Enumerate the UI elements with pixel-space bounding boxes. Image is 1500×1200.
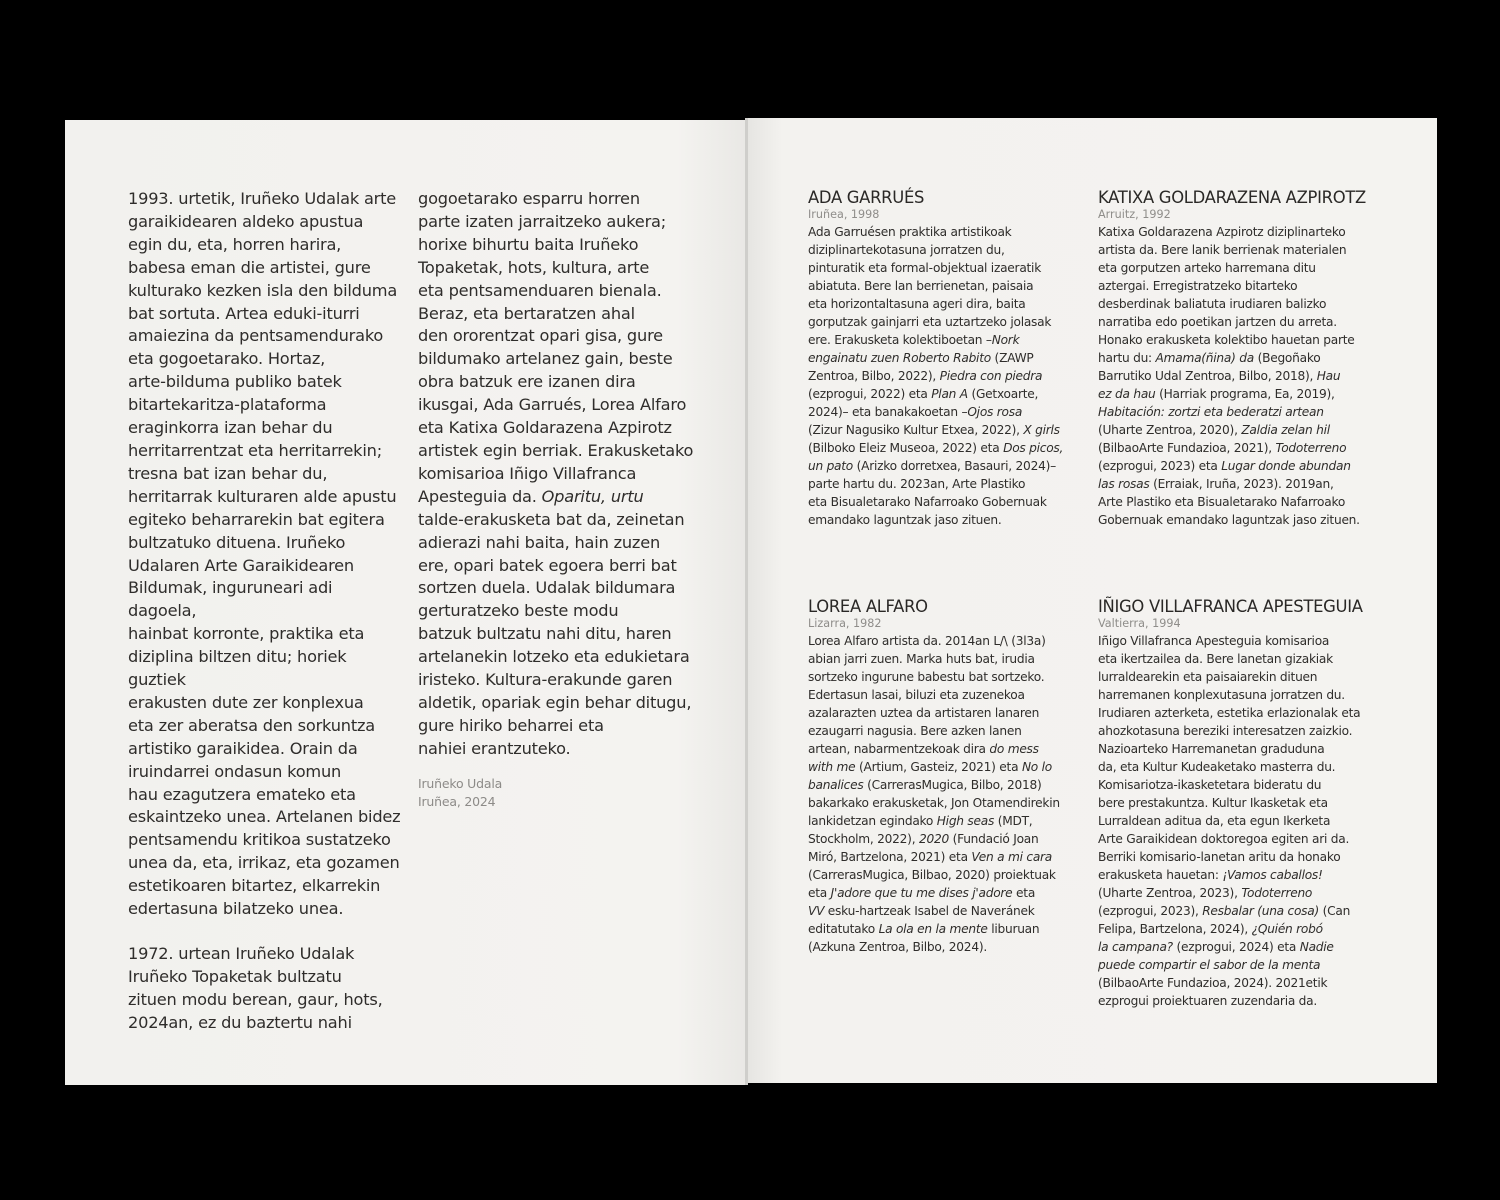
work-title: La ola en la mente (878, 922, 988, 936)
intro-column-2 (418, 188, 703, 811)
artist-origin: Arruitz, 1992 (1098, 208, 1171, 221)
text-run: (MDT, Stockholm, 2022), (808, 814, 1033, 846)
text-run: Ada Garruésen praktika artistikoak diziplinartekotasuna jorratzen du, pinturatik eta formal-objektual izaeratik abiatuta. Bere lan berrienetan, paisaia eta horizontaltasuna ageri dira, baita gorputzak gainjarri eta uztartzeko jolasak ere. Erakusketa kolektiboetan – (808, 225, 1052, 347)
work-title: Amama(ñina) da (1155, 351, 1254, 365)
work-title: 2020 (918, 832, 949, 846)
work-title: do mess with me (808, 742, 1039, 774)
text-run: Iñigo Villafranca Apesteguia komisarioa eta ikertzailea da. Bere lanetan gizakiak lurraldearekin eta paisaiarekin dituen harremanen konplexutasuna jorratzen du. Irudiaren azterketa, estetika erlazionalak eta ahozkotasuna bereziki interesatzen zaizkio. Nazioarteko Harremanetan graduduna da, eta Kultur Kudeaketako masterra du. Komisariotza-ikasketetara bideratu du bere prestakuntza. Kultur Ikasketak eta Lurraldean aditua da, eta egun Ikerketa Arte Garaikidean doktoregoa egiten ari da. Berriki komisario-lanetan aritu da honako erakusketa hauetan: (1098, 634, 1361, 882)
text-run: (Harriak programa, Ea, 2019), (1159, 387, 1335, 401)
curator-bio-text (1098, 632, 1388, 1010)
text-run: (Getxoarte, 2024)– eta banakakoetan – (808, 387, 1039, 419)
work-title: Dos picos, un pato (808, 441, 1064, 473)
exhibition-title: Oparitu, urtu (541, 486, 644, 506)
text-run: (ZAWP Zentroa, Bilbo, 2022), (808, 351, 1034, 383)
text-run: (Erraiak, Iruña, 2023). 2019an, Arte Plastiko eta Bisualetarako Nafarroako Gobernuak emandako laguntzak jaso zituen. (1098, 477, 1360, 527)
text-run: (Fundació Joan Miró, Bartzelona, 2021) eta (808, 832, 1039, 864)
text-run: Katixa Goldarazena Azpirotz diziplinarteko artista da. Bere lanik berrienak materialen eta gorputzen arteko harremana ditu aztergai. Erregistratzeko bitarteko desberdinak baliatuta irudiaren balizko narratiba edo poetikan jartzen du arreta. Honako erakusketa kolektibo hauetan parte hartu du: (1098, 225, 1355, 365)
work-title: X girls (1023, 423, 1060, 437)
work-title: Nork engainatu zuen Roberto Rabito (808, 333, 1020, 365)
intro-paragraph-1: 1993. urtetik, Iruñeko Udalak arte garaikidearen aldeko apustua egin du, eta, horren harira, babesa eman die artistei, gure kulturako kezken isla den bilduma bat sortuta. Artea eduki-iturri amaiezina da pentsamendurako eta gogoetarako. Hortaz, arte-bilduma publiko batek bitartekaritza-plataforma eraginkorra izan behar du herritarrentzat eta herritarrekin; tresna bat izan behar du, herritarrak kulturaren alde apustu egiteko beharrarekin bat egitera bultzatuko dituena. Iruñeko Udalaren Arte Garaikidearen Bildumak, inguruneari adi dagoela, hainbat korronte, praktika eta diziplina biltzen ditu; horiek guztiek erakusten dute zer konplexua eta zer aberatsa den sorkuntza artistiko garaikidea. Orain da iruindarrei ondasun komun hau ezagutzera emateko eta eskaintzeko unea. Artelanen bidez pentsamendu kritikoa sustatzeko unea da, eta, irrikaz, eta gozamen estetikoaren bitartez, elkarrekin edertasuna bilatzeko unea. (128, 189, 401, 919)
work-title: ¡Vamos caballos! (1222, 868, 1323, 882)
work-title: VV (808, 904, 825, 918)
signature-place-year: Iruñea, 2024 (418, 793, 496, 809)
text-run: (ezprogui, 2023) eta (1098, 459, 1218, 473)
work-title: Hau ez da hau (1098, 369, 1341, 401)
artist-bio-text (1098, 223, 1388, 529)
text-run: (CarrerasMugica, Bilbo, 2018) bakarkako erakusketak, Jon Otamendirekin lankidetzan egindako (808, 778, 1060, 828)
artist-bio-text (808, 632, 1098, 956)
artist-bio (1098, 188, 1388, 529)
work-title: Habitación: zortzi eta bederatzi artean (1098, 405, 1324, 419)
text-run: (Bilboko Eleiz Museoa, 2022) eta (808, 441, 1000, 455)
right-page (748, 118, 1437, 1083)
artist-name: KATIXA GOLDARAZENA AZPIROTZ (1098, 188, 1366, 207)
text-run: Lorea Alfaro artista da. 2014an L/\ (3l3a) abian jarri zuen. Marka huts bat, irudia sortzeko ingurune babestu bat sortzeko. Edertasun lasai, biluzi eta zuzenekoa azalarazten uztea da artistaren lanaren ezaugarri nagusia. Bere azken lanen artean, nabarmentzekoak dira (808, 634, 1046, 756)
text-run: (Artium, Gasteiz, 2021) eta (855, 760, 1022, 774)
signature-author: Iruñeko Udala (418, 775, 503, 791)
artist-origin: Lizarra, 1982 (808, 617, 882, 630)
work-title: High seas (936, 814, 995, 828)
text-run: (CarrerasMugica, Bilbao, 2020) proiektuak eta (808, 868, 1056, 900)
work-title: Todoterreno (1241, 886, 1313, 900)
work-title: Resbalar (una cosa) (1202, 904, 1319, 918)
work-title: Piedra con piedra (939, 369, 1043, 383)
text-run: (Zizur Nagusiko Kultur Etxea, 2022), (808, 423, 1020, 437)
text-run: gogoetarako esparru horren parte izaten jarraitzeko aukera; horixe bihurtu baita Iruñeko Topaketak, hots, kultura, arte eta pentsamenduaren bienala. Beraz, eta bertaratzen ahal den ororentzat opari gisa, gure bildumako artelanez gain, beste obra batzuk ere izanen dira ikusgai, Ada Garrués, Lorea Alfaro eta Katixa Goldarazena Azpirotz artistek egin berriak. Erakusketako komisarioa Iñigo Villafranca Apesteguia da. (418, 189, 694, 506)
text-run: (ezprogui, 2024) eta (1172, 940, 1300, 954)
work-title: No lo banalices (808, 760, 1052, 792)
intro-paragraph-3 (418, 188, 703, 761)
artist-bio-text (808, 223, 1098, 529)
curator-bio (1098, 597, 1388, 1010)
work-title: Ojos rosa (967, 405, 1023, 419)
artist-name: LOREA ALFARO (808, 597, 928, 616)
text-run: (Can Felipa, Bartzelona, 2024), (1098, 904, 1351, 936)
text-run: (BilbaoArte Fundazioa, 2021), (1098, 441, 1272, 455)
text-run: (Uharte Zentroa, 2020), (1098, 423, 1238, 437)
text-run: (ezprogui, 2022) eta (808, 387, 928, 401)
text-run: (Uharte Zentroa, 2023), (1098, 886, 1238, 900)
work-title: Plan A (931, 387, 968, 401)
work-title: ¿Quién robó la campana? (1098, 922, 1323, 954)
text-run: (ezprogui, 2023), (1098, 904, 1199, 918)
artist-name: ADA GARRUÉS (808, 188, 925, 207)
intro-column-1 (128, 188, 403, 1035)
work-title: Todoterreno (1275, 441, 1347, 455)
text-run: eta (1016, 886, 1036, 900)
work-title: Ven a mi cara (971, 850, 1053, 864)
text-run: (BilbaoArte Fundazioa, 2024). 2021etik ezprogui proiektuaren zuzendaria da. (1098, 976, 1328, 1008)
curator-name: IÑIGO VILLAFRANCA APESTEGUIA (1098, 597, 1363, 616)
text-run: (Begoñako Barrutiko Udal Zentroa, Bilbo, 2018), (1098, 351, 1321, 383)
work-title: Lugar donde abundan las rosas (1098, 459, 1351, 491)
text-run: esku-hartzeak Isabel de Naveránek editatutako (808, 904, 1035, 936)
artist-origin: Iruñea, 1998 (808, 208, 880, 221)
artist-bio (808, 188, 1098, 529)
work-title: J'adore que tu me dises j'adore (830, 886, 1013, 900)
intro-paragraph-2: 1972. urtean Iruñeko Udalak Iruñeko Topaketak bultzatu zituen modu berean, gaur, hots, 2024an, ez du baztertu nahi (128, 944, 383, 1032)
work-title: Zaldia zelan hil (1241, 423, 1330, 437)
text-run: (Arizko dorretxea, Basauri, 2024)– parte hartu du. 2023an, Arte Plastiko eta Bisualetarako Nafarroako Gobernuak emandako laguntzak jaso zituen. (808, 459, 1056, 527)
curator-origin: Valtierra, 1994 (1098, 617, 1181, 630)
artist-bio (808, 597, 1098, 956)
left-page (65, 120, 745, 1085)
text-run: liburuan (Azkuna Zentroa, Bilbo, 2024). (808, 922, 1040, 954)
text-run: talde-erakusketa bat da, zeinetan adierazi nahi baita, hain zuzen ere, opari batek egoera berri bat sortzen duela. Udalak bildumara gerturatzeko beste modu batzuk bultzatu nahi ditu, haren artelanekin lotzeko eta edukietara iristeko. Kultura-erakunde garen aldetik, opariak egin behar ditugu, gure hiriko beharrei eta nahiei erantzuteko. (418, 509, 692, 758)
work-title: Nadie puede compartir el sabor de la menta (1098, 940, 1334, 972)
